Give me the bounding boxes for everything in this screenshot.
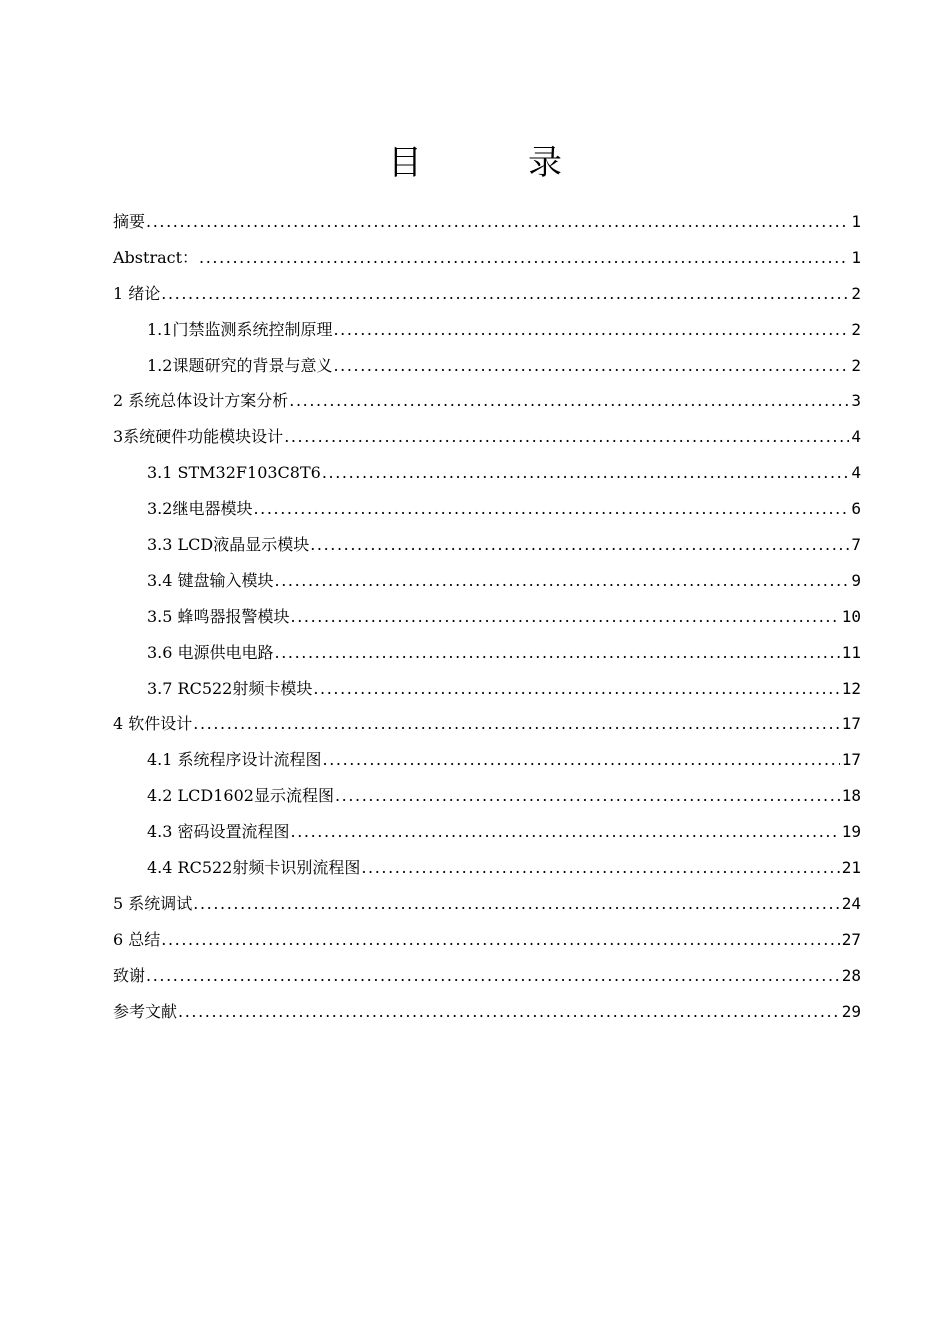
toc-entry-page: 24 (841, 893, 861, 913)
toc-entry-label: 1 绪论 (113, 283, 161, 303)
toc-entry-page: 2 (851, 283, 861, 303)
toc-entry-chapter-1[interactable] (113, 276, 861, 312)
toc-entry-page: 29 (841, 1001, 861, 1021)
toc-entry-label: 4.4 RC522射频卡识别流程图 (147, 858, 361, 878)
toc-entry-label: 1.1门禁监测系统控制原理 (147, 319, 333, 339)
dot-leader (322, 455, 850, 491)
toc-entry-label: 3.6 电源供电电路 (147, 642, 274, 662)
dot-leader (291, 599, 840, 635)
toc-entry-label: 5 系统调试 (113, 893, 193, 913)
toc-entry-section-3-6[interactable] (113, 635, 861, 671)
dot-leader (275, 635, 840, 671)
toc-entry-section-3-3[interactable] (113, 527, 861, 563)
toc-entry-chapter-6[interactable] (113, 922, 861, 958)
toc-entry-references[interactable] (113, 994, 861, 1030)
toc-entry-page: 4 (851, 427, 861, 447)
toc-entry-label: 摘要 (113, 212, 146, 231)
dot-leader (146, 204, 849, 240)
page-title: 目 录 (388, 143, 598, 183)
dot-leader (178, 994, 840, 1030)
dot-leader (291, 814, 840, 850)
toc-entry-abstract-cn[interactable] (113, 204, 861, 240)
toc-entry-chapter-3[interactable] (113, 419, 861, 455)
toc-entry-label: 3系统硬件功能模块设计 (113, 427, 284, 447)
toc-entry-chapter-4[interactable] (113, 706, 861, 742)
toc-entry-page: 1 (851, 247, 861, 267)
dot-leader (275, 563, 850, 599)
toc-entry-page: 1 (851, 212, 861, 231)
toc-entry-page: 12 (841, 678, 861, 698)
dot-leader (333, 348, 849, 384)
toc-entry-label: 3.5 蜂鸣器报警模块 (147, 606, 290, 626)
toc-entry-page: 3 (851, 391, 861, 411)
toc-entry-section-4-4[interactable] (113, 850, 861, 886)
toc-entry-page: 27 (841, 929, 861, 949)
toc-entry-section-4-2[interactable] (113, 778, 861, 814)
toc-entry-abstract-en[interactable] (113, 240, 861, 276)
toc-entry-page: 21 (841, 858, 861, 878)
dot-leader (199, 240, 849, 276)
toc-entry-label: 4.3 密码设置流程图 (147, 822, 290, 842)
toc-entry-chapter-5[interactable] (113, 886, 861, 922)
dot-leader (161, 922, 839, 958)
dot-leader (333, 312, 849, 348)
toc-entry-page: 17 (841, 750, 861, 770)
dot-leader (361, 850, 839, 886)
dot-leader (335, 778, 840, 814)
toc-entry-label: 3.3 LCD液晶显示模块 (147, 535, 310, 555)
toc-entry-label: 致谢 (113, 965, 146, 985)
toc-entry-page: 18 (841, 786, 861, 806)
toc-entry-section-1-1[interactable] (113, 312, 861, 348)
toc-entry-page: 2 (851, 319, 861, 339)
toc-entry-page: 10 (841, 606, 861, 626)
toc-entry-label: 4.1 系统程序设计流程图 (147, 750, 322, 770)
toc-entry-section-1-2[interactable] (113, 348, 861, 384)
toc-entry-label: 参考文献 (113, 1001, 178, 1021)
toc-entry-page: 9 (851, 570, 861, 590)
toc-entry-label: 3.7 RC522射频卡模块 (147, 678, 313, 698)
toc-entry-section-3-5[interactable] (113, 599, 861, 635)
toc-entry-chapter-2[interactable] (113, 383, 861, 419)
toc-entry-page: 7 (851, 535, 861, 555)
toc-entry-section-3-4[interactable] (113, 563, 861, 599)
toc-entry-section-3-7[interactable] (113, 671, 861, 707)
toc-entry-page: 2 (851, 355, 861, 375)
dot-leader (310, 527, 849, 563)
toc-entry-section-4-3[interactable] (113, 814, 861, 850)
toc-entry-label: 2 系统总体设计方案分析 (113, 391, 289, 411)
toc-entry-section-4-1[interactable] (113, 742, 861, 778)
dot-leader (323, 742, 840, 778)
dot-leader (193, 886, 839, 922)
toc-list (113, 204, 861, 1029)
toc-entry-section-3-2[interactable] (113, 491, 861, 527)
dot-leader (289, 383, 849, 419)
toc-entry-page: 17 (841, 714, 861, 734)
dot-leader (193, 706, 839, 742)
dot-leader (313, 671, 839, 707)
toc-entry-label: Abstract： (113, 247, 199, 267)
toc-entry-label: 3.2继电器模块 (147, 499, 253, 519)
toc-entry-page: 28 (841, 965, 861, 985)
toc-entry-label: 3.1 STM32F103C8T6 (147, 463, 321, 483)
toc-entry-section-3-1[interactable] (113, 455, 861, 491)
toc-entry-page: 11 (841, 642, 861, 662)
toc-entry-page: 19 (841, 822, 861, 842)
dot-leader (253, 491, 849, 527)
toc-entry-label: 1.2课题研究的背景与意义 (147, 355, 333, 375)
toc-entry-page: 4 (851, 463, 861, 483)
toc-entry-label: 3.4 键盘输入模块 (147, 570, 274, 590)
dot-leader (161, 276, 849, 312)
toc-entry-acknowledgements[interactable] (113, 958, 861, 994)
toc-entry-label: 4.2 LCD1602显示流程图 (147, 786, 334, 806)
toc-entry-label: 6 总结 (113, 929, 161, 949)
dot-leader (146, 958, 840, 994)
toc-entry-label: 4 软件设计 (113, 714, 193, 734)
dot-leader (284, 419, 849, 455)
toc-entry-page: 6 (851, 499, 861, 519)
